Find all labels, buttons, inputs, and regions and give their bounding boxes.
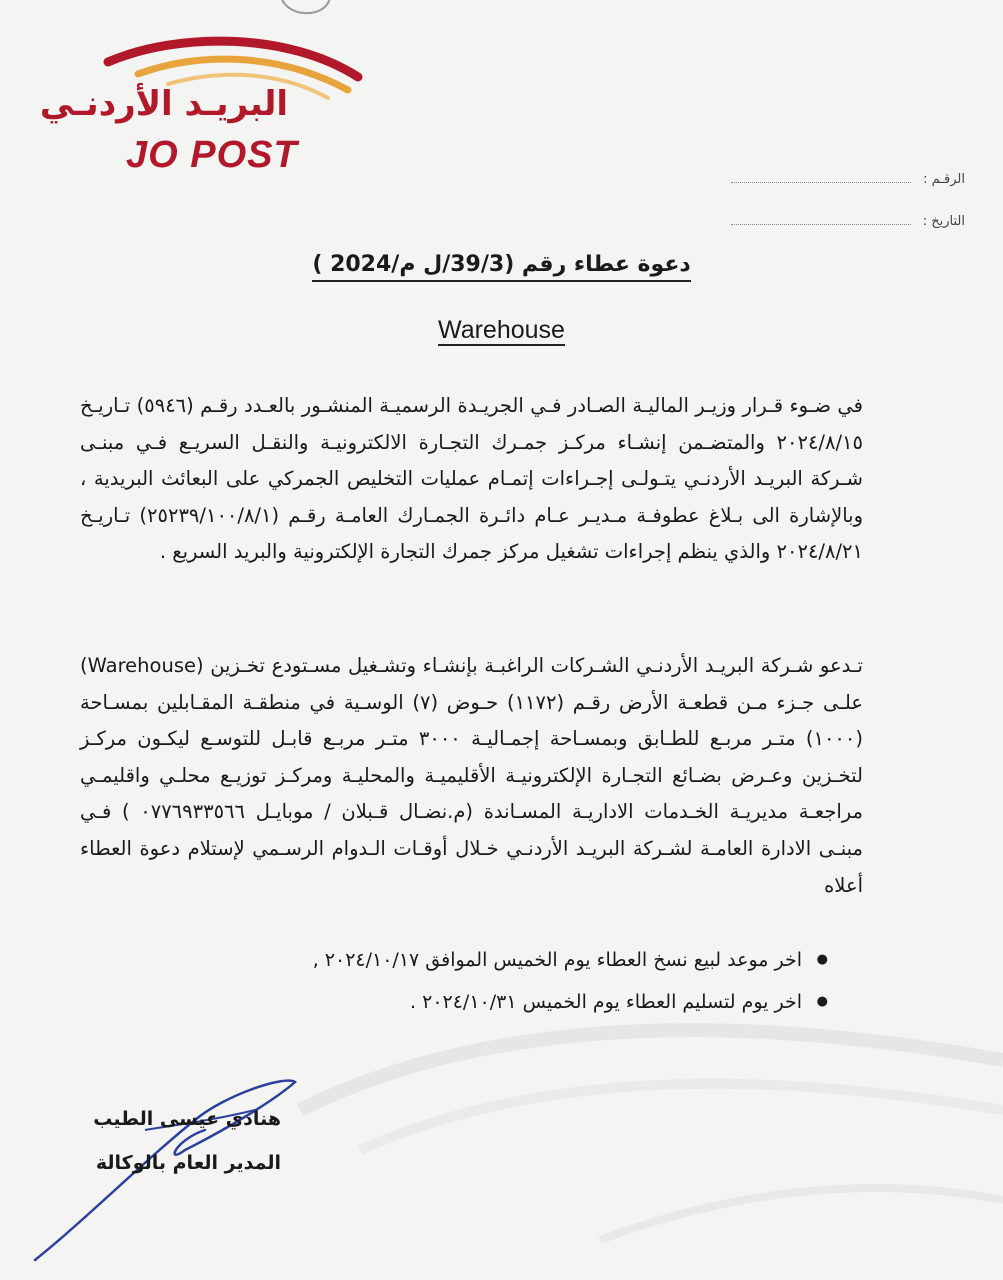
signatory-name: هنادي عيسى الطيب	[93, 1108, 281, 1130]
reference-number-label: الرقـم :	[923, 172, 965, 187]
jo-post-logo	[28, 22, 388, 176]
list-item: ● اخر يوم لتسليم العطاء يوم الخميس ٢٠٢٤/١٠/٣١ .	[148, 987, 828, 1029]
deadline-list	[148, 945, 828, 1029]
reference-number-field	[731, 172, 965, 187]
logo-arabic-text: البريـد الأردنـي	[39, 84, 288, 124]
document-title: دعوة عطاء رقم (39/3/ل م/2024 )	[0, 252, 1003, 277]
paragraph-invitation: تـدعو شـركة البريـد الأردنـي الشـركات الراغبـة بإنشـاء وتشـغيل مسـتودع تخـزين (Warehouse) علـى جـزء مـن قطعـة الأرض رقـم (١١٧٢) حـوض (٧) الوسـية في منطقـة المقـابلين بمسـاحة (١٠٠٠) متـر مربـع للطـابق وبمسـاحة إجمـاليـة ٣٠٠٠ متـر مربـع قابـل للتوسـع ليكـون مركـز لتخـزين وعـرض بضـائع التجـارة الإلكترونيـة الأقليميـة والمحليـة ومركـز توزيـع محلـي واقليمـي مراجعـة مديريـة الخـدمات الاداريـة المسـاندة (م.نضـال قـبلان / موبايـل ٠٧٧٦٩٣٣٥٦٦ ) فـي مبنـى الادارة العامـة لشـركة البريـد الأردنـي خـلال أوقـات الـدوام الرسـمي لإستلام دعوة العطاء أعلاه	[80, 654, 864, 897]
reference-number-line	[731, 172, 911, 183]
date-field	[731, 214, 965, 229]
signatory-role: المدير العام بالوكالة	[95, 1152, 281, 1174]
date-line	[731, 214, 911, 225]
list-item: ● اخر موعد لبيع نسخ العطاء يوم الخميس الموافق ٢٠٢٤/١٠/١٧ ,	[148, 945, 828, 987]
document-subject: Warehouse	[438, 316, 565, 344]
date-label: التاريخ :	[922, 214, 965, 229]
paragraph-intro: في ضـوء قـرار وزيـر الماليـة الصـادر فـي الجريـدة الرسميـة المنشـور بالعـدد رقـم (٥٩٤٦) تـاريـخ ٢٠٢٤/٨/١٥ والمتضـمن إنشـاء مركـز جمـرك التجـارة الالكترونيـة والنقـل السريـع فـي مبنـى شـركة البريـد الأردنـي يتـولـى إجـراءات إتمـام عمليات التخليص الجمركي على البعائث البريدية ، وبالإشارة الى بـلاغ عطوفـة مـديـر عـام دائـرة الجمـارك العامـة رقـم (٢٥٢٣٩/١٠٠/٨/١) تـاريـخ ٢٠٢٤/٨/٢١ والذي ينظم إجراءات تشغيل مركز جمرك التجارة الإلكترونية والبريد السريع .	[80, 394, 863, 564]
logo-english-text: JO POST	[126, 134, 298, 176]
